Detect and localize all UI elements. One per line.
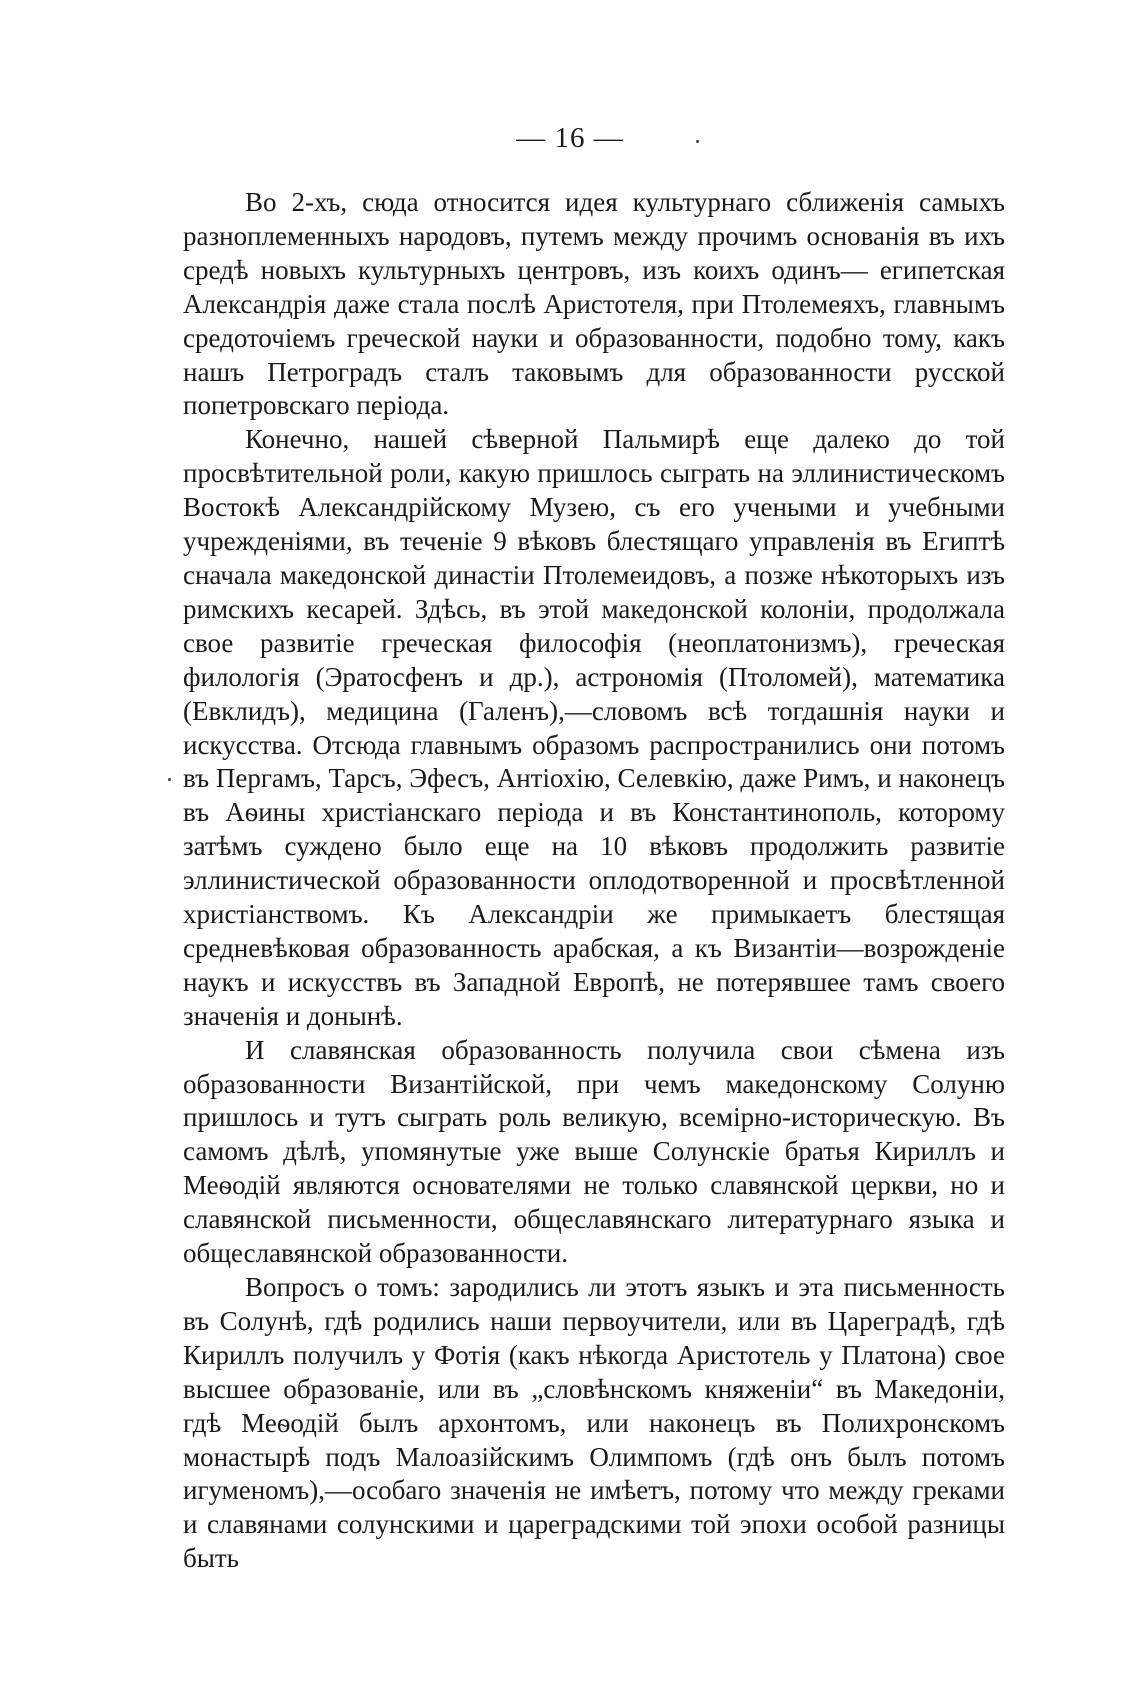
body-text [183,186,1005,1576]
paragraph-4: Вопросъ о томъ: зародились ли этотъ языкъ и эта письменность въ Солунѣ, гдѣ родились наши первоучители, или въ Цареградѣ, гдѣ Кириллъ получилъ у Фотія (какъ нѣкогда Аристотель у Платона) свое высшее образованіе, или въ „словѣнскомъ княженіи“ въ Македоніи, гдѣ Меѳодій былъ архонтомъ, или наконецъ въ Полихронскомъ монастырѣ подъ Малоазійскимъ Олимпомъ (гдѣ онъ былъ потомъ игуменомъ),—особаго значенія не имѣетъ, потому что между греками и славянами солунскими и цареградскими той эпохи особой разницы быть [183,1272,1005,1574]
paragraph-1: Во 2-хъ, сюда относится идея культурнаго сближенія самыхъ разноплеменныхъ народовъ, путемъ между прочимъ основанія въ ихъ средѣ новыхъ культурныхъ центровъ, изъ коихъ одинъ— египетская Александрія даже стала послѣ Аристотеля, при Птолемеяхъ, главнымъ средоточіемъ греческой науки и образованности, подобно тому, какъ нашъ Петроградъ сталъ таковымъ для образованности русской попетровскаго періода. [183,187,1005,421]
paragraph-3: И славянская образованность получила свои сѣмена изъ образованности Византійской, при чемъ македонскому Солуню пришлось и тутъ сыграть роль великую, всемірно-историческую. Въ самомъ дѣлѣ, упомянутые уже выше Солунскіе братья Кириллъ и Меѳодій являются основателями не только славянской церкви, но и славянской письменности, общеславянскаго литературнаго языка и общеславянской образованности. [183,1034,1005,1269]
page-number: — 16 — [516,122,624,154]
scan-speck [696,140,699,143]
paragraph-2: Конечно, нашей сѣверной Пальмирѣ еще далеко до той просвѣтительной роли, какую пришлось сыграть на эллинистическомъ Востокѣ Александрійскому Музею, съ его учеными и учебными учрежденіями, въ теченіе 9 вѣковъ блестящаго управленія въ Египтѣ сначала македонской династіи Птолемеидовъ, а позже нѣкоторыхъ изъ римскихъ кесарей. Здѣсь, въ этой македонской колоніи, продолжала свое развитіе греческая философія (неоплатонизмъ), греческая филологія (Эратосфенъ и др.), астрономія (Птоломей), математика (Евклидъ), медицина (Галенъ),—словомъ всѣ тогдашнія науки и искусства. Отсюда главнымъ образомъ распространились они потомъ въ Пергамъ, Тарсъ, Эфесъ, Антіохію, Селевкію, даже Римъ, и наконецъ въ Аѳины христіанскаго періода и въ Константинополь, которому затѣмъ суждено было еще на 10 вѣковъ продолжить развитіе эллинистической образованности оплодотворенной и просвѣтленной христіанствомъ. Къ Александріи же примыкаетъ блестящая средневѣковая образованность арабская, а къ Византіи—возрожденіе наукъ и искусствъ въ Западной Европѣ, не потерявшее тамъ своего значенія и донынѣ. [183,424,1005,1031]
scan-speck [168,778,171,781]
